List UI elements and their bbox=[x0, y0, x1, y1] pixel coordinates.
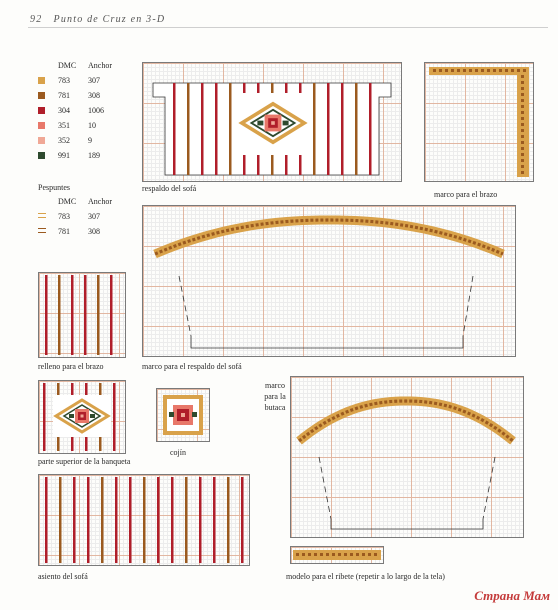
stripe-stitch bbox=[59, 477, 62, 563]
trim-backstitch bbox=[308, 553, 311, 556]
stripe-stitch bbox=[101, 477, 104, 563]
stripe-stitch bbox=[227, 477, 230, 563]
arm-frame-backstitch bbox=[523, 69, 526, 72]
header-rule bbox=[28, 27, 548, 28]
arm-frame-backstitch bbox=[521, 99, 524, 102]
arm-frame-pattern bbox=[425, 63, 533, 181]
frame-arch-backstitch bbox=[299, 401, 513, 441]
arm-frame-backstitch bbox=[439, 69, 442, 72]
caption-stool-top: parte superior de la banqueta bbox=[38, 457, 131, 466]
seat-line bbox=[191, 336, 463, 348]
stripe-stitch bbox=[58, 275, 61, 355]
watermark-text: Страна Мам bbox=[474, 588, 550, 603]
caption-arm-frame: marco para el brazo bbox=[434, 190, 498, 199]
rose-highlight-stitch bbox=[271, 121, 275, 125]
color-swatch bbox=[38, 122, 45, 129]
stripe-stitch bbox=[45, 477, 48, 563]
backstitch-title: Pespuntes bbox=[38, 183, 70, 192]
arm-frame-backstitch bbox=[451, 69, 454, 72]
color-swatch bbox=[38, 152, 45, 159]
stool-top-pattern bbox=[39, 381, 125, 453]
arm-frame-backstitch bbox=[521, 117, 524, 120]
backstitch-legend: Pespuntes DMC Anchor 783 307 781 308 bbox=[38, 183, 112, 236]
legend-col-anchor: Anchor bbox=[88, 61, 112, 70]
cushion-pattern bbox=[157, 389, 209, 441]
chart-arm-fill bbox=[38, 272, 126, 358]
arm-frame-backstitch bbox=[521, 129, 524, 132]
trim-pattern bbox=[291, 547, 383, 563]
stripe-stitch bbox=[341, 83, 344, 175]
trim-backstitch bbox=[338, 553, 341, 556]
chart-sofa-seat bbox=[38, 474, 250, 566]
chart-cushion bbox=[156, 388, 210, 442]
stripe-stitch bbox=[215, 83, 218, 175]
trim-backstitch bbox=[332, 553, 335, 556]
stripe-stitch bbox=[45, 275, 48, 355]
stripe-stitch bbox=[129, 477, 132, 563]
leaf-stitch bbox=[169, 412, 174, 417]
stripe-stitch bbox=[43, 383, 46, 451]
color-swatch bbox=[38, 92, 45, 99]
color-swatch bbox=[38, 137, 45, 144]
back-frame-pattern bbox=[143, 206, 515, 356]
sofa-back-pattern bbox=[143, 63, 401, 181]
trim-backstitch bbox=[344, 553, 347, 556]
rose-highlight-stitch bbox=[181, 413, 185, 417]
stripe-stitch bbox=[213, 477, 216, 563]
arm-frame-backstitch bbox=[521, 123, 524, 126]
chair-frame-pattern bbox=[291, 377, 523, 537]
stripe-stitch bbox=[73, 477, 76, 563]
cut-line bbox=[463, 276, 473, 336]
trim-backstitch bbox=[326, 553, 329, 556]
stripe-stitch bbox=[157, 477, 160, 563]
arm-frame-backstitch bbox=[521, 171, 524, 174]
trim-backstitch bbox=[350, 553, 353, 556]
chart-stool-top bbox=[38, 380, 126, 454]
book-title: Punto de Cruz en 3-D bbox=[53, 14, 166, 25]
chart-trim bbox=[290, 546, 384, 564]
arm-frame-backstitch bbox=[493, 69, 496, 72]
trim-backstitch bbox=[314, 553, 317, 556]
arm-frame-backstitch bbox=[521, 111, 524, 114]
legend-col-dmc: DMC bbox=[58, 61, 77, 70]
arm-frame-backstitch bbox=[487, 69, 490, 72]
chart-sofa-back bbox=[142, 62, 402, 182]
chart-chair-frame bbox=[290, 376, 524, 538]
stripe-stitch bbox=[173, 83, 176, 175]
arm-frame-backstitch bbox=[521, 153, 524, 156]
stripe-stitch bbox=[97, 275, 100, 355]
color-swatch bbox=[38, 107, 45, 114]
caption-sofa-back: respaldo del sofá bbox=[142, 184, 197, 193]
arm-frame-backstitch bbox=[505, 69, 508, 72]
cut-line bbox=[179, 276, 191, 336]
arm-frame-backstitch bbox=[463, 69, 466, 72]
stripe-stitch bbox=[229, 83, 232, 175]
color-swatch bbox=[38, 77, 45, 84]
trim-backstitch bbox=[296, 553, 299, 556]
stripe-stitch bbox=[187, 83, 190, 175]
stripe-stitch bbox=[313, 83, 316, 175]
arm-frame-backstitch bbox=[521, 159, 524, 162]
stripe-stitch bbox=[171, 477, 174, 563]
page-number: 92 bbox=[30, 14, 43, 25]
cut-line bbox=[483, 457, 495, 519]
sofa-seat-pattern bbox=[39, 475, 249, 565]
page-header bbox=[30, 14, 165, 25]
arm-frame-backstitch bbox=[481, 69, 484, 72]
stripe-stitch bbox=[201, 83, 204, 175]
leaf-stitch bbox=[69, 414, 74, 418]
stripe-stitch bbox=[84, 275, 87, 355]
trim-backstitch bbox=[374, 553, 377, 556]
stripe-stitch bbox=[113, 383, 116, 451]
trim-backstitch bbox=[320, 553, 323, 556]
stripe-stitch bbox=[143, 477, 146, 563]
chart-back-frame bbox=[142, 205, 516, 357]
caption-arm-fill: relleno para el brazo bbox=[38, 362, 104, 371]
arm-frame-backstitch bbox=[521, 165, 524, 168]
watermark bbox=[474, 588, 550, 604]
seat-line bbox=[331, 519, 483, 529]
stripe-stitch bbox=[327, 83, 330, 175]
stripe-stitch bbox=[241, 477, 244, 563]
stripe-stitch bbox=[185, 477, 188, 563]
color-legend: DMC Anchor 783 307 781 308 304 1006 351 10 352 9 991 189 bbox=[38, 60, 133, 160]
arm-frame-backstitch bbox=[511, 69, 514, 72]
trim-backstitch bbox=[302, 553, 305, 556]
caption-back-frame: marco para el respaldo del sofá bbox=[142, 362, 242, 371]
backstitch-swatch bbox=[38, 212, 46, 221]
arm-frame-backstitch bbox=[499, 69, 502, 72]
leaf-stitch bbox=[283, 121, 289, 126]
arm-frame-backstitch bbox=[521, 105, 524, 108]
stripe-stitch bbox=[87, 477, 90, 563]
caption-sofa-seat: asiento del sofá bbox=[38, 572, 88, 581]
arm-frame-backstitch bbox=[521, 81, 524, 84]
trim-backstitch bbox=[356, 553, 359, 556]
rose-highlight-stitch bbox=[81, 415, 84, 418]
stripe-stitch bbox=[355, 83, 358, 175]
arm-frame-backstitch bbox=[521, 135, 524, 138]
leaf-stitch bbox=[90, 414, 95, 418]
chart-arm-frame bbox=[424, 62, 534, 182]
trim-backstitch bbox=[362, 553, 365, 556]
caption-cushion: cojín bbox=[170, 448, 186, 457]
arm-frame-backstitch bbox=[517, 69, 520, 72]
arm-frame-backstitch bbox=[521, 93, 524, 96]
caption-chair-frame: marco para la butaca bbox=[264, 381, 286, 412]
cut-line bbox=[319, 457, 331, 519]
trim-band bbox=[293, 550, 381, 560]
stripe-stitch bbox=[369, 83, 372, 175]
arm-frame-backstitch bbox=[433, 69, 436, 72]
leaf-stitch bbox=[257, 121, 263, 126]
backstitch-swatch bbox=[38, 227, 46, 236]
arm-frame-backstitch bbox=[445, 69, 448, 72]
stripe-stitch bbox=[199, 477, 202, 563]
arm-frame-backstitch bbox=[457, 69, 460, 72]
arm-frame-backstitch bbox=[521, 87, 524, 90]
arm-fill-pattern bbox=[39, 273, 125, 357]
trim-backstitch bbox=[368, 553, 371, 556]
arm-frame-backstitch bbox=[469, 69, 472, 72]
stripe-stitch bbox=[110, 275, 113, 355]
arm-frame-backstitch bbox=[521, 141, 524, 144]
stripe-stitch bbox=[115, 477, 118, 563]
stripe-stitch bbox=[71, 275, 74, 355]
arm-frame-backstitch bbox=[475, 69, 478, 72]
leaf-stitch bbox=[192, 412, 197, 417]
arm-frame-backstitch bbox=[521, 75, 524, 78]
caption-trim: modelo para el ribete (repetir a lo largo de la tela) bbox=[286, 572, 445, 581]
arm-frame-backstitch bbox=[521, 147, 524, 150]
